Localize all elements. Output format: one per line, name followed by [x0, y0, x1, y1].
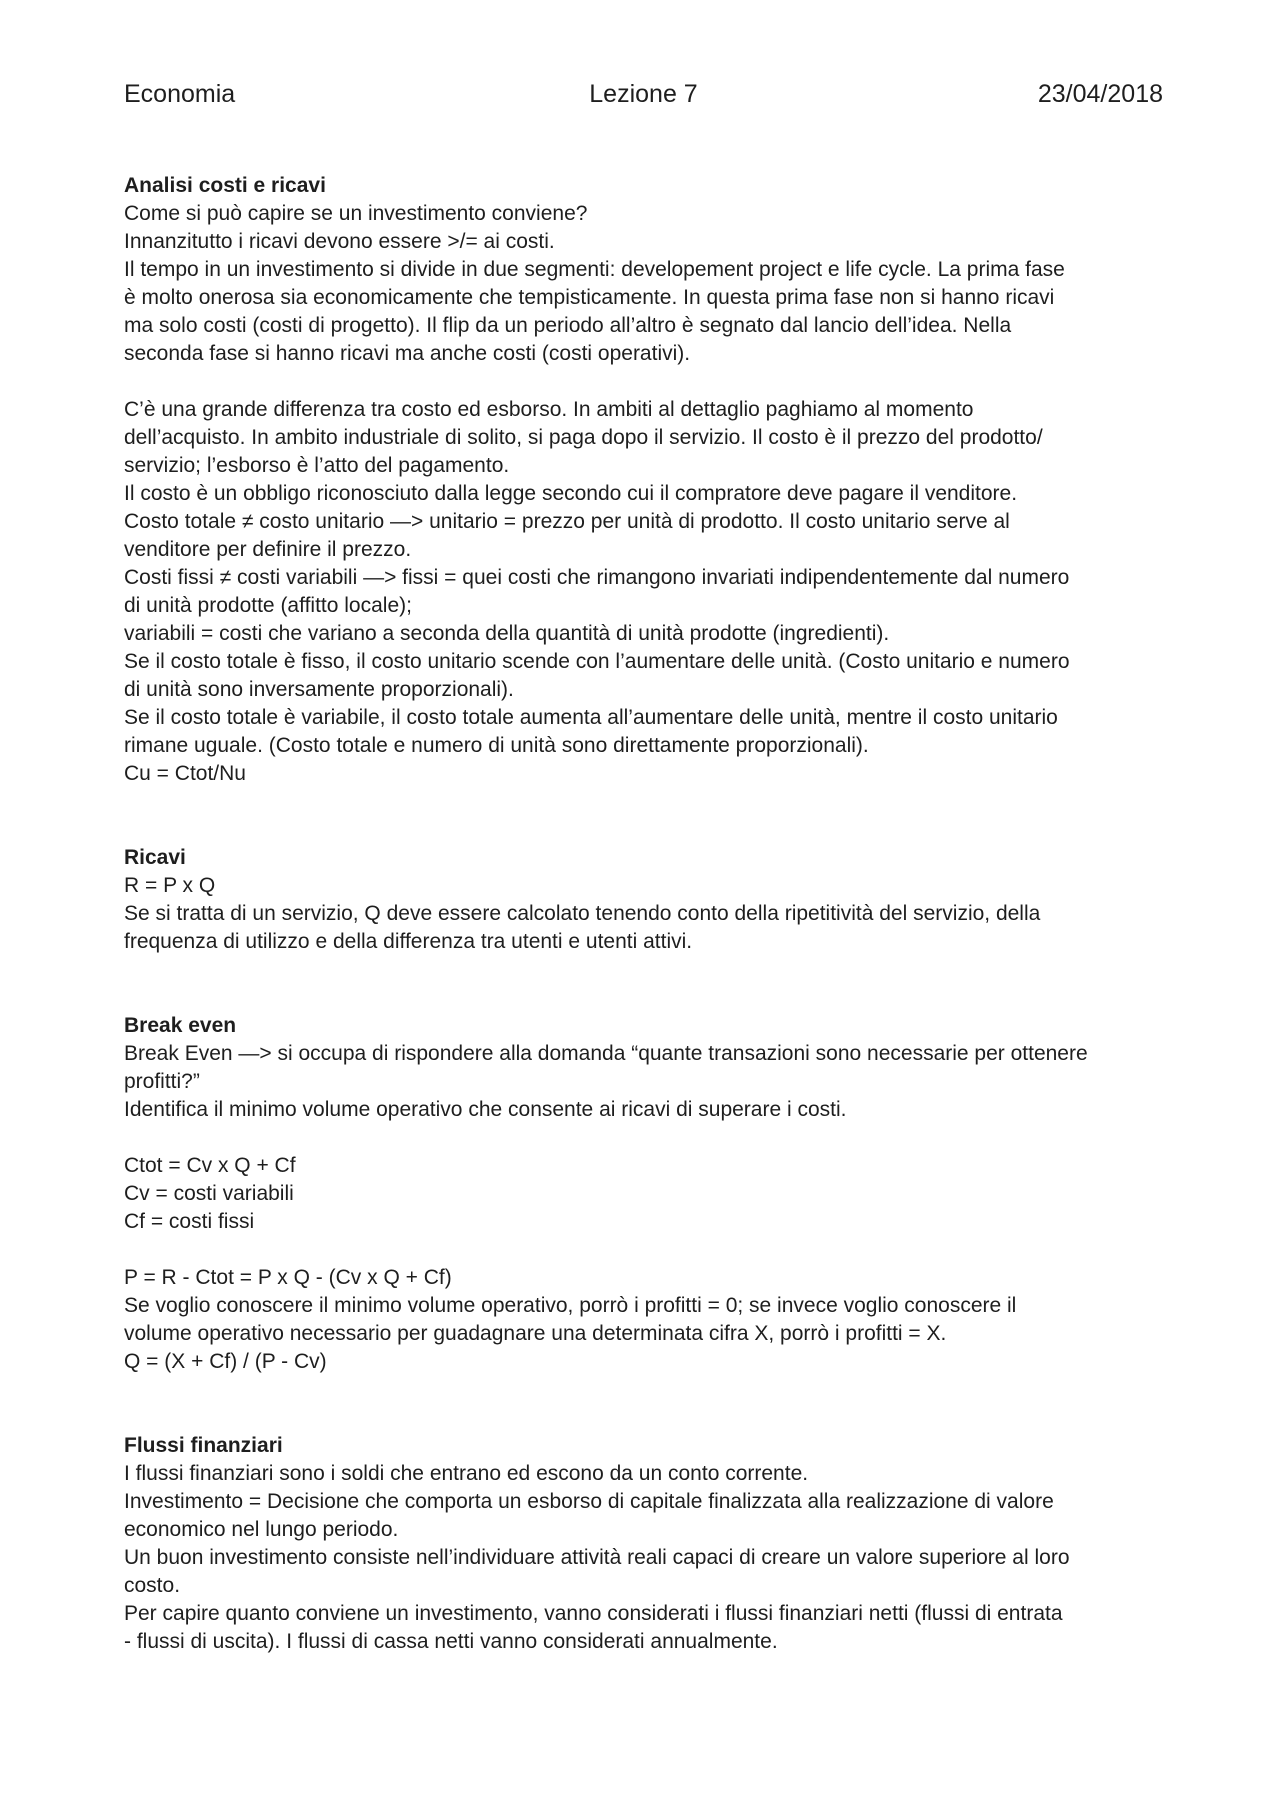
- paragraph-line: Break Even —> si occupa di rispondere alla domanda “quante transazioni sono necessarie per ottenere: [124, 1042, 1088, 1065]
- section-analisi-costi-ricavi: [124, 172, 1174, 788]
- paragraph-line: variabili = costi che variano a seconda della quantità di unità prodotte (ingredienti).: [124, 622, 890, 645]
- paragraph-line: profitti?”: [124, 1070, 200, 1093]
- blank-line: [124, 1236, 1174, 1264]
- formula-line: R = P x Q: [124, 874, 216, 897]
- section-title: Break even: [124, 1014, 237, 1037]
- section-title: Ricavi: [124, 846, 186, 869]
- paragraph-line: ma solo costi (costi di progetto). Il flip da un periodo all’altro è segnato dal lancio dell’idea. Nella: [124, 314, 1012, 337]
- header-lesson: Lezione 7: [589, 80, 698, 108]
- paragraph-line: volume operativo necessario per guadagnare una determinata cifra X, porrò i profitti = X.: [124, 1322, 947, 1345]
- paragraph-line: I flussi finanziari sono i soldi che entrano ed escono da un conto corrente.: [124, 1462, 809, 1485]
- section-flussi-finanziari: [124, 1432, 1174, 1656]
- paragraph-line: - flussi di uscita). I flussi di cassa netti vanno considerati annualmente.: [124, 1630, 778, 1653]
- paragraph-line: di unità prodotte (affitto locale);: [124, 594, 412, 617]
- paragraph-line: servizio; l’esborso è l’atto del pagamento.: [124, 454, 510, 477]
- paragraph-line: Per capire quanto conviene un investimento, vanno considerati i flussi finanziari netti (flussi di entrata: [124, 1602, 1063, 1625]
- formula-line: Q = (X + Cf) / (P - Cv): [124, 1350, 327, 1373]
- blank-line: [124, 368, 1174, 396]
- section-break-even: [124, 1012, 1174, 1376]
- paragraph-line: Come si può capire se un investimento conviene?: [124, 202, 588, 225]
- header-subject: Economia: [124, 80, 236, 108]
- section-title: Flussi finanziari: [124, 1434, 283, 1457]
- paragraph-line: di unità sono inversamente proporzionali).: [124, 678, 514, 701]
- paragraph-line: Se voglio conoscere il minimo volume operativo, porrò i profitti = 0; se invece voglio conoscere il: [124, 1294, 1017, 1317]
- paragraph-line: Costi fissi ≠ costi variabili —> fissi = quei costi che rimangono invariati indipendentemente dal numero: [124, 566, 1070, 589]
- paragraph-line: Costo totale ≠ costo unitario —> unitario = prezzo per unità di prodotto. Il costo unitario serve al: [124, 510, 1010, 533]
- paragraph-line: Identifica il minimo volume operativo che consente ai ricavi di superare i costi.: [124, 1098, 847, 1121]
- formula-line: Cu = Ctot/Nu: [124, 762, 246, 785]
- paragraph-line: costo.: [124, 1574, 181, 1597]
- page-header: [124, 76, 1163, 112]
- formula-line: Cv = costi variabili: [124, 1182, 294, 1205]
- header-date: 23/04/2018: [1037, 80, 1163, 108]
- paragraph-line: Un buon investimento consiste nell’individuare attività reali capaci di creare un valore superiore al loro: [124, 1546, 1070, 1569]
- section-spacer: [124, 956, 1174, 1012]
- paragraph-line: Il costo è un obbligo riconosciuto dalla legge secondo cui il compratore deve pagare il venditore.: [124, 482, 1018, 505]
- section-title: Analisi costi e ricavi: [124, 174, 326, 197]
- paragraph-line: Se il costo totale è variabile, il costo totale aumenta all’aumentare delle unità, mentre il costo unitario: [124, 706, 1058, 729]
- paragraph-line: Se si tratta di un servizio, Q deve essere calcolato tenendo conto della ripetitività del servizio, della: [124, 902, 1041, 925]
- paragraph-line: è molto onerosa sia economicamente che tempisticamente. In questa prima fase non si hanno ricavi: [124, 286, 1055, 309]
- paragraph-line: economico nel lungo periodo.: [124, 1518, 399, 1541]
- formula-line: Ctot = Cv x Q + Cf: [124, 1154, 296, 1177]
- paragraph-line: rimane uguale. (Costo totale e numero di unità sono direttamente proporzionali).: [124, 734, 869, 757]
- paragraph-line: Se il costo totale è fisso, il costo unitario scende con l’aumentare delle unità. (Costo unitario e numero: [124, 650, 1070, 673]
- formula-line: P = R - Ctot = P x Q - (Cv x Q + Cf): [124, 1266, 452, 1289]
- paragraph-line: seconda fase si hanno ricavi ma anche costi (costi operativi).: [124, 342, 691, 365]
- paragraph-line: C’è una grande differenza tra costo ed esborso. In ambiti al dettaglio paghiamo al momento: [124, 398, 974, 421]
- blank-line: [124, 1124, 1174, 1152]
- section-spacer: [124, 788, 1174, 844]
- formula-line: Cf = costi fissi: [124, 1210, 255, 1233]
- paragraph-line: Il tempo in un investimento si divide in due segmenti: developement project e life cycle. La prima fase: [124, 258, 1065, 281]
- paragraph-line: Innanzitutto i ricavi devono essere >/= ai costi.: [124, 230, 555, 253]
- section-ricavi: [124, 844, 1174, 956]
- paragraph-line: dell’acquisto. In ambito industriale di solito, si paga dopo il servizio. Il costo è il prezzo del prodotto/: [124, 426, 1043, 449]
- paragraph-line: Investimento = Decisione che comporta un esborso di capitale finalizzata alla realizzazione di valore: [124, 1490, 1054, 1513]
- paragraph-line: venditore per definire il prezzo.: [124, 538, 412, 561]
- document-body: [124, 172, 1174, 1656]
- paragraph-line: frequenza di utilizzo e della differenza tra utenti e utenti attivi.: [124, 930, 693, 953]
- section-spacer: [124, 1376, 1174, 1432]
